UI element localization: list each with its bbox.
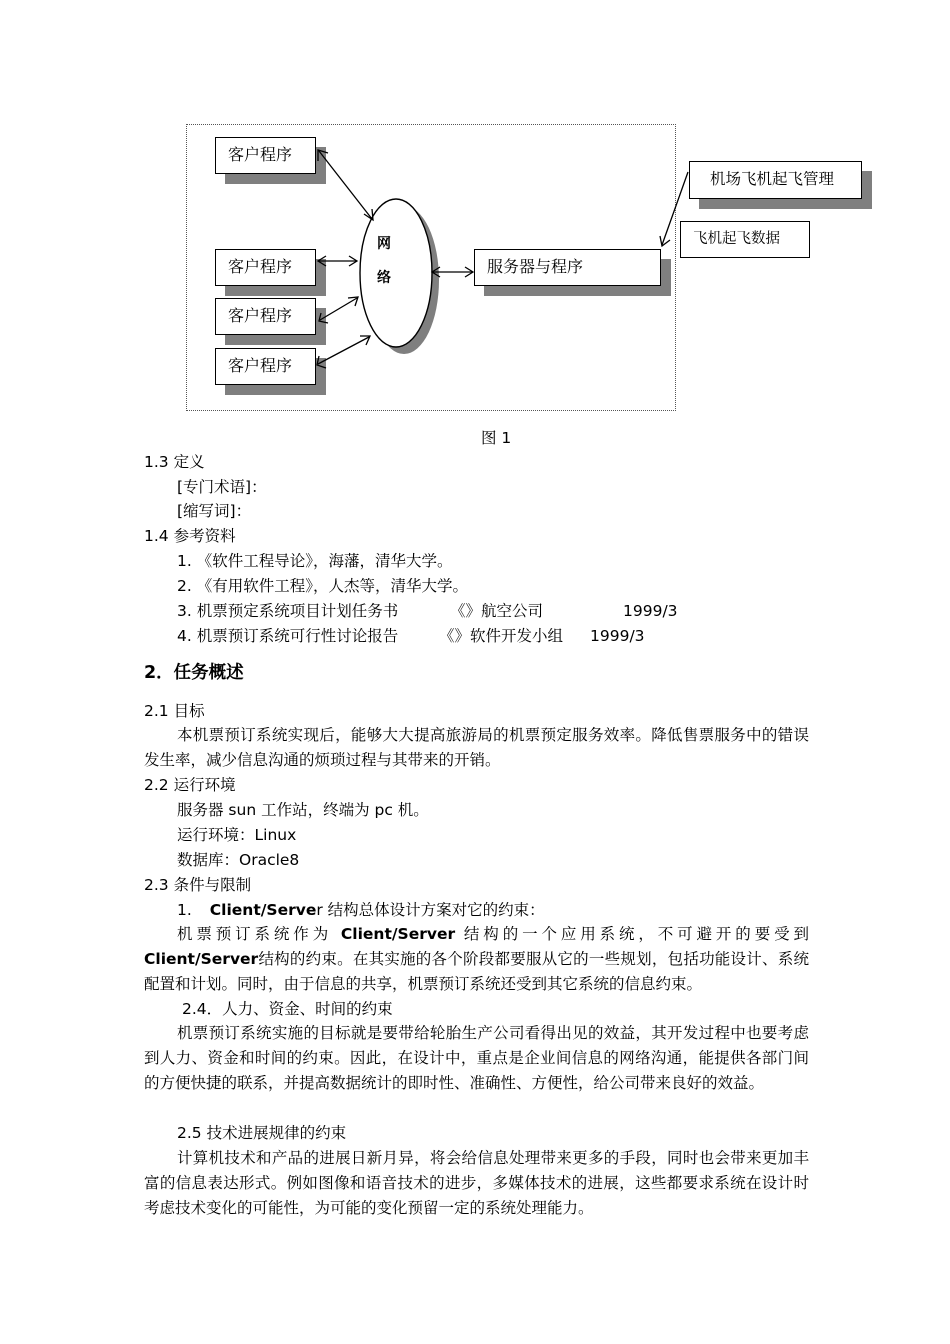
condition-1-text: r 结构总体设计方案对它的约束： bbox=[316, 901, 545, 919]
network-label-1: 网 bbox=[377, 236, 391, 252]
section-2-2-heading: 2.2 运行环境 bbox=[144, 776, 236, 794]
environment-database: 数据库：Oracle8 bbox=[177, 851, 300, 869]
reference-3 bbox=[177, 599, 678, 623]
environment-os: 运行环境：Linux bbox=[177, 826, 297, 844]
goal-paragraph: 本机票预订系统实现后，能够大大提高旅游局的机票预定服务效率。降低售票服务中的错误发生率，减少信息沟通的烦琐过程与其带来的开销。 bbox=[144, 726, 809, 769]
reference-4-org: 《》软件开发小组 bbox=[439, 627, 564, 645]
environment-server: 服务器 sun 工作站，终端为 pc 机。 bbox=[177, 801, 429, 819]
section-1-3-heading: 1.3 定义 bbox=[144, 453, 205, 471]
condition-1 bbox=[177, 898, 545, 922]
section-2-4-heading: 2.4．人力、资金、时间的约束 bbox=[182, 1000, 393, 1018]
section-2-3-heading: 2.3 条件与限制 bbox=[144, 876, 252, 894]
reference-4 bbox=[177, 624, 645, 648]
client-label: 客户程序 bbox=[228, 257, 293, 276]
figure-caption: 图 1 bbox=[481, 429, 512, 447]
reference-3-year: 1999/3 bbox=[623, 602, 678, 620]
takeoff-data-label: 飞机起飞数据 bbox=[693, 231, 780, 247]
reference-1: 1. 《软件工程导论》，海藩，清华大学。 bbox=[177, 552, 453, 570]
section-2-1-heading: 2.1 目标 bbox=[144, 702, 205, 720]
airport-label: 机场飞机起飞管理 bbox=[710, 170, 835, 188]
condition-paragraph: 机票预订系统作为 Client/Server 结构的一个应用系统，不可避开的要受到Client/Server结构的约束。在其实施的各个阶段都要服从它的一些规划，包括功能设计、系统配置和计划。同时，由于信息的共享，机票预订系统还受到其它系统的信息约束。 bbox=[144, 925, 809, 993]
diagram-connectors bbox=[0, 0, 950, 440]
reference-4-year: 1999/3 bbox=[590, 627, 645, 645]
client-label: 客户程序 bbox=[228, 356, 293, 375]
term-specialized: [专门术语]： bbox=[177, 478, 267, 496]
reference-3-org: 《》航空公司 bbox=[450, 602, 544, 620]
technology-paragraph: 计算机技术和产品的进展日新月异，将会给信息处理带来更多的手段，同时也会带来更加丰富的信息表达形式。例如图像和语音技术的进步，多媒体技术的进展，这些都要求系统在设计时考虑技术变化的可能性，为可能的变化预留一定的系统处理能力。 bbox=[144, 1149, 809, 1217]
server-label: 服务器与程序 bbox=[487, 257, 584, 276]
client-label: 客户程序 bbox=[228, 145, 293, 164]
section-2-5-heading: 2.5 技术进展规律的约束 bbox=[177, 1124, 347, 1142]
client-label: 客户程序 bbox=[228, 306, 293, 325]
section-1-4-heading: 1.4 参考资料 bbox=[144, 527, 236, 545]
reference-2: 2. 《有用软件工程》，人杰等，清华大学。 bbox=[177, 577, 468, 595]
section-2-heading: 2．任务概述 bbox=[144, 663, 244, 683]
condition-1-bold: Client/Serve bbox=[209, 901, 317, 919]
network-ellipse bbox=[360, 199, 432, 347]
network-label-2: 络 bbox=[377, 270, 391, 286]
resource-paragraph: 机票预订系统实施的目标就是要带给轮胎生产公司看得出见的效益，其开发过程中也要考虑到人力、资金和时间的约束。因此，在设计中，重点是企业间信息的网络沟通，能提供各部门间的方便快捷的联系，并提高数据统计的即时性、准确性、方便性，给公司带来良好的效益。 bbox=[144, 1024, 809, 1092]
term-abbreviation: [缩写词]： bbox=[177, 502, 252, 520]
reference-3-title: 3. 机票预定系统项目计划任务书 bbox=[177, 602, 399, 620]
reference-4-title: 4. 机票预订系统可行性讨论报告 bbox=[177, 627, 399, 645]
condition-1-number: 1. bbox=[177, 901, 192, 919]
